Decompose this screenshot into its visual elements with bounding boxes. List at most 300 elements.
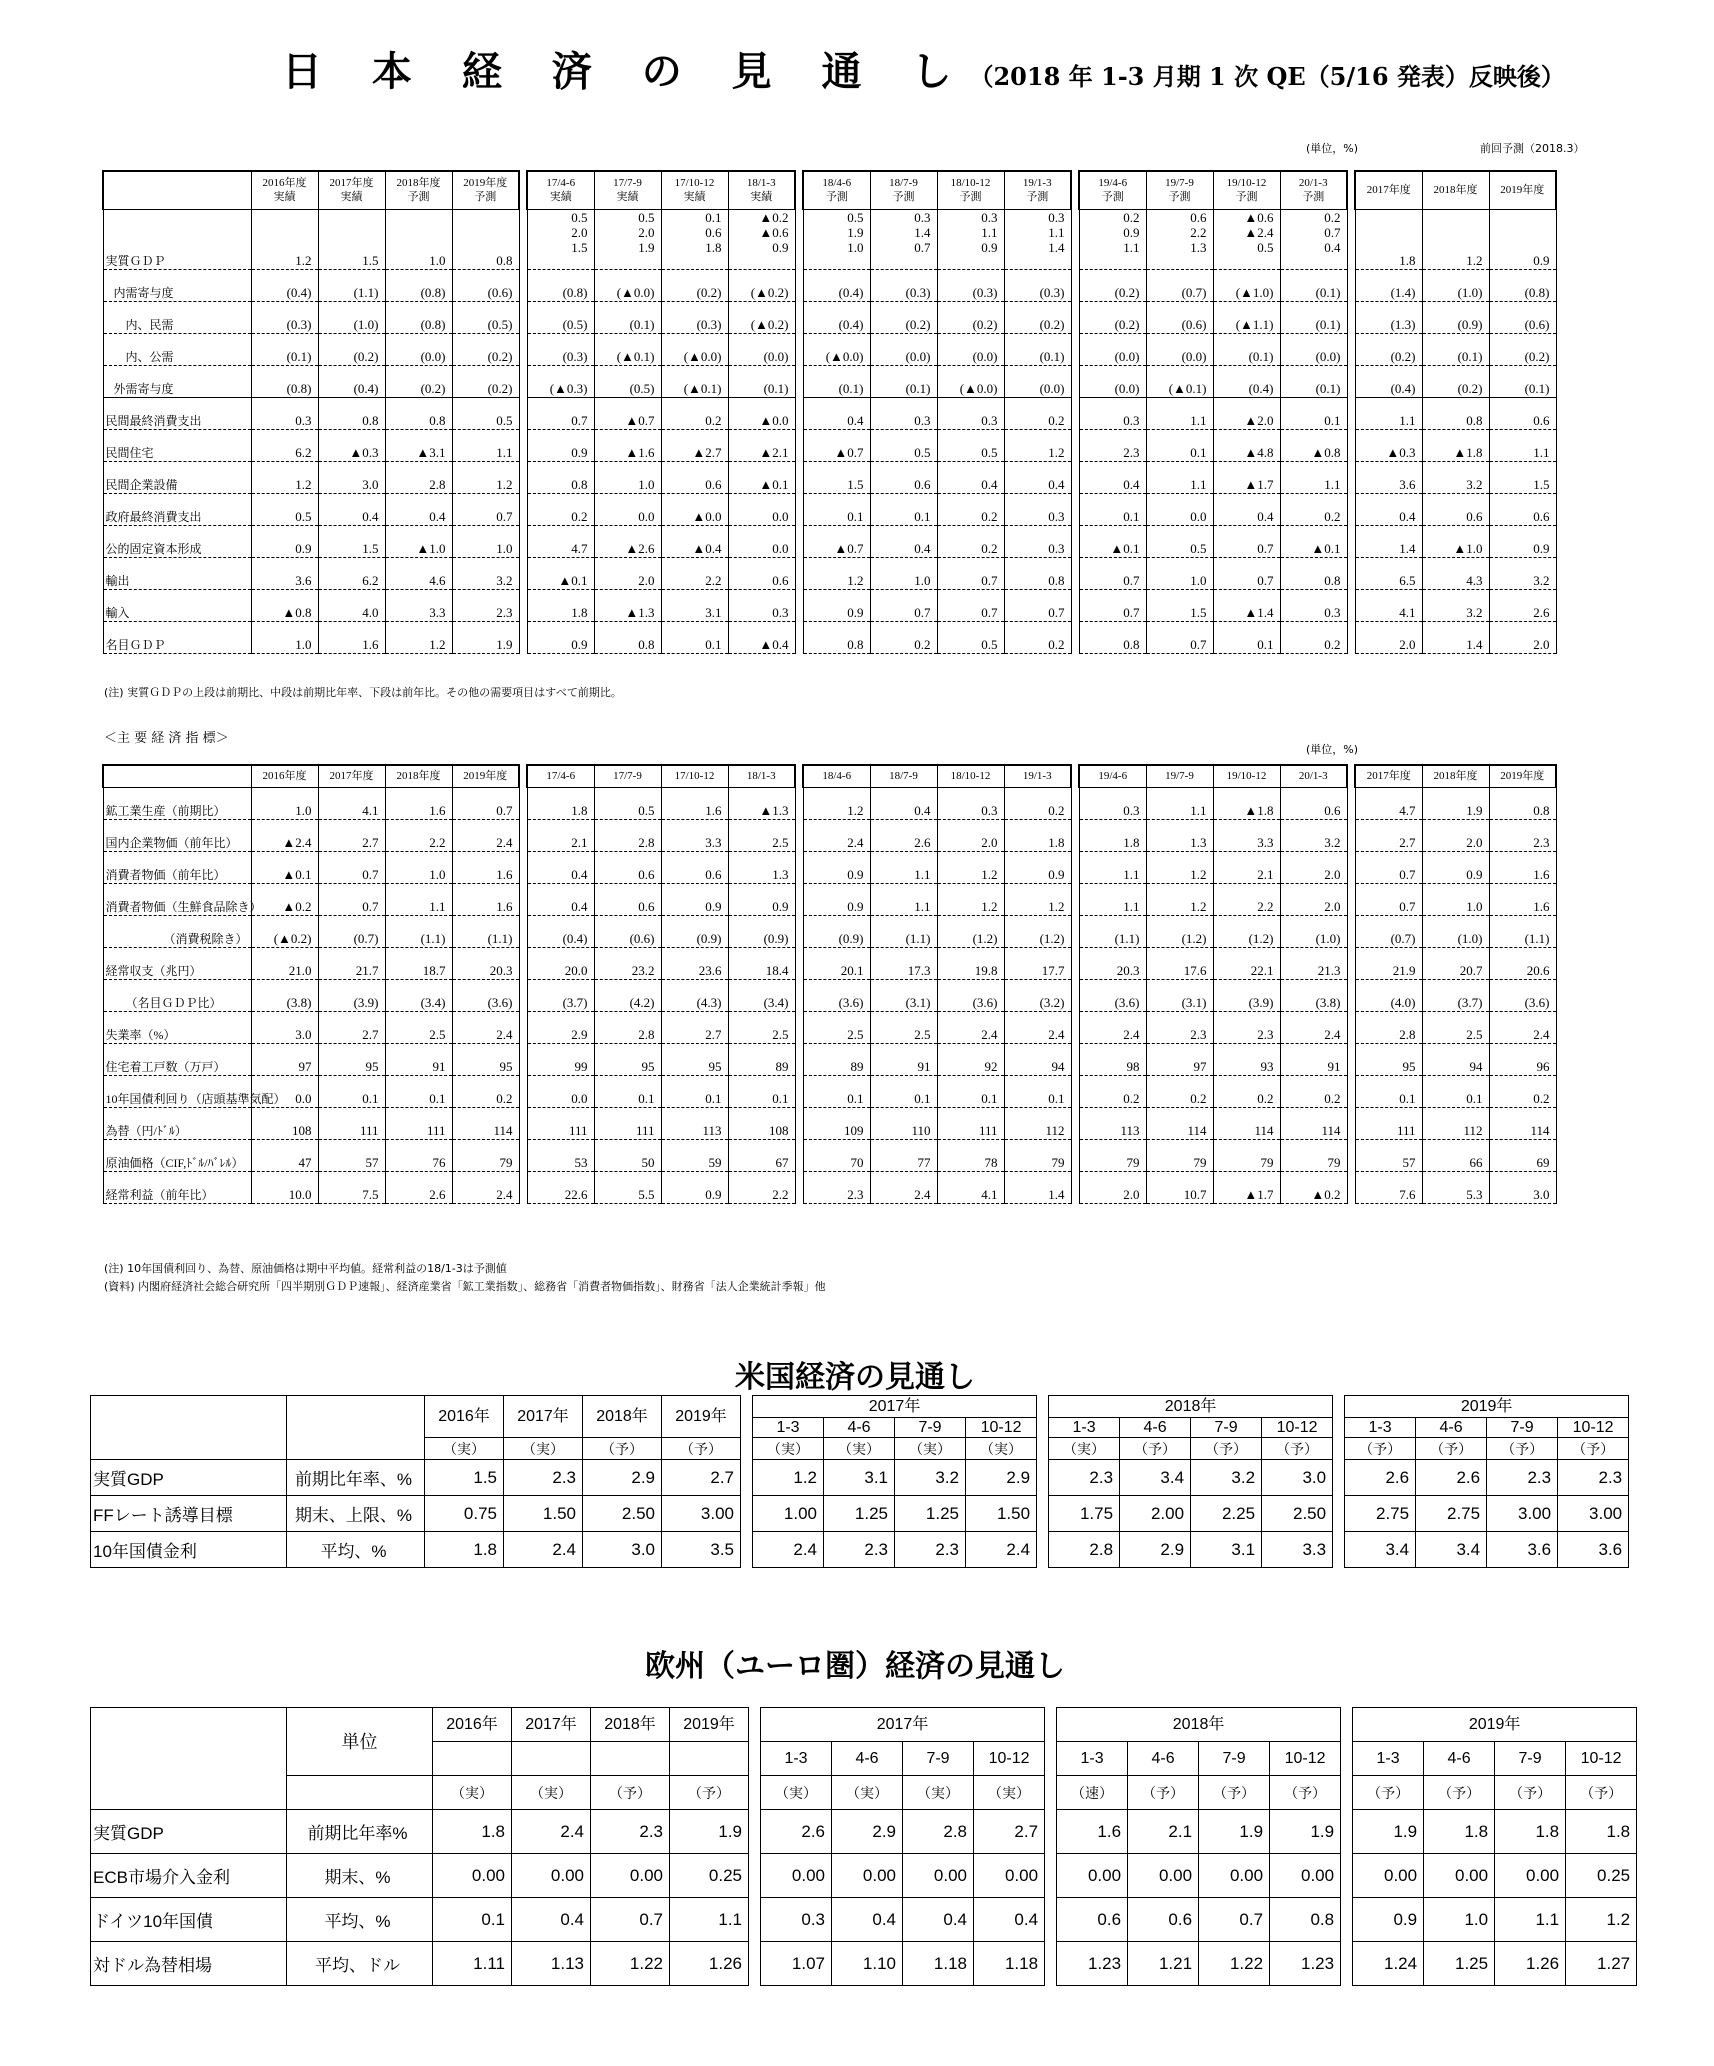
value-cell: 0.6 — [1489, 397, 1556, 429]
row-label: （名目ＧＤＰ比） — [103, 979, 251, 1011]
value-cell: 1.6 — [1489, 851, 1556, 883]
quarter-status: （実） — [895, 1438, 966, 1460]
value-cell: 1.0 — [594, 461, 661, 493]
period-header: 2019年度 — [452, 765, 519, 787]
value-line: 0.3 — [981, 209, 998, 225]
value-cell: 0.6 — [1128, 1898, 1199, 1942]
quarter-status: （予） — [1487, 1438, 1558, 1460]
period-header — [594, 171, 661, 209]
value-cell: (0.9) — [1422, 301, 1489, 333]
value-cell: 1.18 — [903, 1942, 974, 1986]
value-cell: 0.3 — [728, 589, 795, 621]
quarter-header: 7-9 — [895, 1418, 966, 1438]
period-header: 19/1-3 — [1004, 765, 1071, 787]
column-gap — [519, 209, 527, 269]
column-gap — [519, 1043, 527, 1075]
quarter-header: 1-3 — [1049, 1418, 1120, 1438]
value-cell: 17.6 — [1146, 947, 1213, 979]
value-cell: 0.1 — [1079, 493, 1146, 525]
column-gap — [519, 333, 527, 365]
value-cell: 1.8 — [1079, 819, 1146, 851]
column-gap — [795, 269, 803, 301]
column-gap — [1341, 1742, 1353, 1776]
column-gap — [1347, 851, 1355, 883]
column-gap — [519, 1171, 527, 1203]
value-cell: 3.5 — [662, 1532, 741, 1568]
column-gap — [1037, 1532, 1049, 1568]
value-cell: 0.4 — [1004, 461, 1071, 493]
value-cell: 0.2 — [1004, 621, 1071, 653]
period-header: 17/4-6 — [527, 765, 594, 787]
quarter-status: （予） — [1262, 1438, 1333, 1460]
table-row — [91, 1460, 1629, 1496]
value-cell: 1.4 — [1422, 621, 1489, 653]
value-cell: 0.4 — [903, 1898, 974, 1942]
value-cell: (▲1.1) — [1213, 301, 1280, 333]
value-cell: (▲0.2) — [728, 269, 795, 301]
value-cell: 1.8 — [425, 1532, 504, 1568]
column-gap — [1347, 429, 1355, 461]
value-cell: 79 — [1146, 1139, 1213, 1171]
value-cell: 1.5 — [803, 461, 870, 493]
value-cell: 1.25 — [895, 1496, 966, 1532]
value-line: 0.9 — [981, 239, 998, 255]
value-cell: 1.9 — [1270, 1810, 1341, 1854]
value-cell: 79 — [1004, 1139, 1071, 1171]
value-cell: 0.7 — [1004, 589, 1071, 621]
value-line: 1.8 — [705, 239, 722, 255]
value-cell: 3.2 — [1191, 1460, 1262, 1496]
value-cell: 98 — [1079, 1043, 1146, 1075]
value-cell: (0.5) — [594, 365, 661, 397]
value-cell: 7.5 — [318, 1171, 385, 1203]
value-cell: 0.7 — [527, 397, 594, 429]
value-cell: 0.2 — [1004, 787, 1071, 819]
value-cell: 2.4 — [452, 1171, 519, 1203]
period-label: 17/4-6 — [546, 177, 576, 190]
column-gap — [795, 333, 803, 365]
column-gap — [1037, 1460, 1049, 1496]
value-cell: (3.1) — [1146, 979, 1213, 1011]
value-cell: (0.4) — [803, 301, 870, 333]
us-title: 米国経済の見通し — [735, 1360, 975, 1395]
period-header — [385, 171, 452, 209]
value-cell: 1.2 — [803, 787, 870, 819]
value-cell: 0.8 — [1270, 1898, 1341, 1942]
column-gap — [1045, 1854, 1057, 1898]
column-gap — [1347, 493, 1355, 525]
value-cell: 1.6 — [1489, 883, 1556, 915]
column-gap — [519, 493, 527, 525]
value-cell: 0.6 — [1422, 493, 1489, 525]
column-gap — [795, 1075, 803, 1107]
period-label: 18/10-12 — [950, 177, 991, 190]
quarter-status: （予） — [1270, 1776, 1341, 1810]
column-gap — [519, 269, 527, 301]
value-cell: 0.2 — [1280, 493, 1347, 525]
value-cell: (▲0.0) — [803, 333, 870, 365]
value-cell: 2.4 — [504, 1532, 583, 1568]
value-cell: 1.8 — [1495, 1810, 1566, 1854]
period-status: 予測 — [892, 191, 915, 204]
value-cell: 0.00 — [1057, 1854, 1128, 1898]
value-cell: ▲1.4 — [1213, 589, 1280, 621]
column-gap — [1347, 209, 1355, 269]
value-cell: 79 — [1280, 1139, 1347, 1171]
value-cell: 0.2 — [1004, 397, 1071, 429]
value-cell: (3.6) — [452, 979, 519, 1011]
value-cell: 2.4 — [870, 1171, 937, 1203]
quarter-header: 10-12 — [974, 1742, 1045, 1776]
period-header: 2017年度 — [1355, 765, 1422, 787]
value-cell: 3.3 — [661, 819, 728, 851]
value-cell — [527, 209, 594, 269]
row-label: 政府最終消費支出 — [103, 493, 251, 525]
value-cell: 1.8 — [527, 589, 594, 621]
value-cell: 3.2 — [1489, 557, 1556, 589]
value-cell: 1.5 — [1146, 589, 1213, 621]
value-cell: 2.3 — [1049, 1460, 1120, 1496]
value-cell: 0.9 — [527, 429, 594, 461]
table-row — [103, 365, 1556, 397]
value-cell: 2.9 — [1120, 1532, 1191, 1568]
value-cell: (1.1) — [1489, 915, 1556, 947]
period-label: 17/10-12 — [674, 177, 715, 190]
unit-header: 単位 — [287, 1708, 433, 1776]
value-line: 1.1 — [1048, 224, 1065, 240]
column-gap — [519, 461, 527, 493]
value-cell: 0.7 — [870, 589, 937, 621]
table-row — [103, 397, 1556, 429]
value-cell: 3.1 — [661, 589, 728, 621]
value-cell: 1.1 — [1355, 397, 1422, 429]
period-status: 予測 — [1168, 191, 1191, 204]
value-cell: 4.1 — [937, 1171, 1004, 1203]
value-cell: 0.25 — [1566, 1854, 1637, 1898]
value-cell: 0.7 — [591, 1898, 670, 1942]
row-label: 公的固定資本形成 — [103, 525, 251, 557]
value-cell: 0.1 — [1355, 1075, 1422, 1107]
column-gap — [1341, 1898, 1353, 1942]
value-cell: 0.1 — [937, 1075, 1004, 1107]
quarter-header: 10-12 — [1566, 1742, 1637, 1776]
value-cell: 0.2 — [1489, 1075, 1556, 1107]
quarter-status: （予） — [1558, 1438, 1629, 1460]
value-cell: (0.4) — [318, 365, 385, 397]
value-cell: (0.1) — [1489, 365, 1556, 397]
value-cell: 0.3 — [1004, 493, 1071, 525]
value-cell: 0.8 — [527, 461, 594, 493]
period-header: 18/10-12 — [937, 765, 1004, 787]
value-cell: 2.2 — [1213, 883, 1280, 915]
value-cell: 2.7 — [662, 1460, 741, 1496]
value-cell: 109 — [803, 1107, 870, 1139]
value-cell: 0.4 — [974, 1898, 1045, 1942]
row-unit: 前期比年率% — [287, 1810, 433, 1854]
value-cell: 3.6 — [1558, 1532, 1629, 1568]
value-cell: 0.9 — [1422, 851, 1489, 883]
row-unit: 前期比年率、% — [287, 1460, 425, 1496]
column-gap — [1333, 1460, 1345, 1496]
annual-year-header: 2019年 — [670, 1708, 749, 1742]
value-cell: (0.0) — [870, 333, 937, 365]
value-cell: 6.5 — [1355, 557, 1422, 589]
value-cell: 1.24 — [1353, 1942, 1424, 1986]
period-label: 18/7-9 — [889, 177, 918, 190]
value-cell: (0.0) — [937, 333, 1004, 365]
value-cell: 1.25 — [824, 1496, 895, 1532]
value-cell: 1.8 — [1355, 209, 1422, 269]
column-gap — [1347, 1107, 1355, 1139]
value-cell: 1.0 — [251, 787, 318, 819]
value-cell: 95 — [1355, 1043, 1422, 1075]
value-cell: (1.1) — [870, 915, 937, 947]
value-cell: (4.0) — [1355, 979, 1422, 1011]
value-cell: 1.2 — [937, 851, 1004, 883]
value-cell: (0.3) — [251, 301, 318, 333]
period-label: 19/7-9 — [1165, 177, 1194, 190]
value-cell: 0.6 — [594, 883, 661, 915]
row-label: 外需寄与度 — [103, 365, 251, 397]
value-cell: 0.2 — [1146, 1075, 1213, 1107]
column-gap — [795, 1011, 803, 1043]
value-cell: 0.0 — [251, 1075, 318, 1107]
column-gap — [519, 787, 527, 819]
value-cell: ▲1.0 — [385, 525, 452, 557]
value-cell: 2.3 — [1146, 1011, 1213, 1043]
value-cell: (0.1) — [1280, 301, 1347, 333]
value-cell: 0.9 — [728, 883, 795, 915]
value-cell: (0.8) — [251, 365, 318, 397]
column-gap — [1347, 621, 1355, 653]
value-cell: 1.6 — [1057, 1810, 1128, 1854]
column-gap — [795, 1139, 803, 1171]
value-cell: 3.2 — [452, 557, 519, 589]
value-cell: 1.00 — [753, 1496, 824, 1532]
column-gap — [1347, 1043, 1355, 1075]
period-label: 2019年度 — [463, 177, 508, 190]
column-gap — [1071, 301, 1079, 333]
value-cell: 2.3 — [452, 589, 519, 621]
value-cell: ▲0.1 — [251, 851, 318, 883]
column-gap — [1347, 171, 1355, 209]
value-cell: 19.8 — [937, 947, 1004, 979]
value-cell: (3.8) — [251, 979, 318, 1011]
value-cell: 0.6 — [1489, 493, 1556, 525]
column-gap — [741, 1532, 753, 1568]
value-cell: 0.8 — [1280, 557, 1347, 589]
row-label: 実質GDP — [91, 1460, 287, 1496]
value-cell: 2.3 — [895, 1532, 966, 1568]
header-row — [103, 765, 1556, 787]
annual-year-header: 2016年 — [433, 1708, 512, 1742]
value-cell: 111 — [1355, 1107, 1422, 1139]
value-cell: 93 — [1213, 1043, 1280, 1075]
column-gap — [1071, 765, 1079, 787]
header-label-cell — [103, 765, 251, 787]
value-cell: (▲0.2) — [251, 915, 318, 947]
quarter-status: （予） — [1120, 1438, 1191, 1460]
value-cell: (4.2) — [594, 979, 661, 1011]
header-label-cell — [103, 171, 251, 209]
value-cell: 0.8 — [594, 621, 661, 653]
value-cell: 0.9 — [251, 525, 318, 557]
value-cell: (0.5) — [527, 301, 594, 333]
value-cell: 91 — [1280, 1043, 1347, 1075]
value-cell: 1.6 — [318, 621, 385, 653]
value-cell: 50 — [594, 1139, 661, 1171]
value-cell: 2.00 — [1120, 1496, 1191, 1532]
value-line: 1.9 — [638, 239, 655, 255]
value-cell: 95 — [452, 1043, 519, 1075]
value-cell: 0.00 — [903, 1854, 974, 1898]
value-line: 0.6 — [1190, 209, 1207, 225]
value-cell: 0.00 — [1199, 1854, 1270, 1898]
column-gap — [1037, 1396, 1049, 1418]
value-cell: 97 — [1146, 1043, 1213, 1075]
column-gap — [519, 365, 527, 397]
row-unit: 期末、上限、% — [287, 1496, 425, 1532]
value-cell: 20.7 — [1422, 947, 1489, 979]
value-cell: 1.1 — [1495, 1898, 1566, 1942]
column-gap — [749, 1854, 761, 1898]
value-cell: 3.0 — [1262, 1460, 1333, 1496]
value-cell: 0.4 — [318, 493, 385, 525]
quarter-header: 7-9 — [903, 1742, 974, 1776]
gdp-table-wrap — [102, 170, 1557, 654]
value-cell: 57 — [1355, 1139, 1422, 1171]
table-row — [103, 525, 1556, 557]
value-cell: (0.2) — [1079, 301, 1146, 333]
value-cell: 111 — [385, 1107, 452, 1139]
row-label: 鉱工業生産（前期比） — [103, 787, 251, 819]
column-gap — [749, 1942, 761, 1986]
column-gap — [749, 1776, 761, 1810]
value-cell: (1.1) — [452, 915, 519, 947]
column-gap — [1347, 915, 1355, 947]
value-cell: 2.2 — [661, 557, 728, 589]
quarter-header: 1-3 — [1345, 1418, 1416, 1438]
value-cell: 2.0 — [1280, 883, 1347, 915]
value-cell: 1.2 — [753, 1460, 824, 1496]
value-cell: 21.3 — [1280, 947, 1347, 979]
column-gap — [1071, 333, 1079, 365]
value-cell: (▲1.0) — [1213, 269, 1280, 301]
blank-cell — [433, 1742, 512, 1776]
value-cell: ▲2.1 — [728, 429, 795, 461]
value-cell — [1280, 209, 1347, 269]
value-cell: 3.4 — [1345, 1532, 1416, 1568]
table-row — [103, 1171, 1556, 1203]
table-row — [91, 1496, 1629, 1532]
quarter-status: （予） — [1424, 1776, 1495, 1810]
value-cell: 3.6 — [251, 557, 318, 589]
value-cell: 0.8 — [452, 209, 519, 269]
row-label: ECB市場介入金利 — [91, 1854, 287, 1898]
quarter-header: 7-9 — [1495, 1742, 1566, 1776]
value-cell: 0.5 — [870, 429, 937, 461]
row-label: ドイツ10年国債 — [91, 1898, 287, 1942]
value-cell: ▲1.3 — [728, 787, 795, 819]
value-cell: ▲0.1 — [1079, 525, 1146, 557]
previous-forecast-label: 前回予測（2018.3） — [1480, 142, 1585, 155]
value-cell: 114 — [1280, 1107, 1347, 1139]
period-header — [803, 171, 870, 209]
period-header — [728, 171, 795, 209]
period-header — [1213, 171, 1280, 209]
value-cell: 0.3 — [251, 397, 318, 429]
value-cell: 2.6 — [1345, 1460, 1416, 1496]
column-gap — [795, 589, 803, 621]
period-status: 実績 — [683, 191, 706, 204]
annual-status: （予） — [662, 1438, 741, 1460]
indicators-table — [102, 764, 1557, 1204]
column-gap — [1347, 883, 1355, 915]
value-cell: 67 — [728, 1139, 795, 1171]
value-cell: 1.1 — [870, 883, 937, 915]
value-cell: 0.8 — [318, 397, 385, 429]
value-cell: 2.50 — [583, 1496, 662, 1532]
value-cell: 0.6 — [1280, 787, 1347, 819]
period-status: 実績 — [549, 191, 572, 204]
row-label: 名目ＧＤＰ — [103, 621, 251, 653]
value-cell: 0.4 — [832, 1898, 903, 1942]
value-cell: 0.00 — [1270, 1854, 1341, 1898]
value-line: 1.1 — [1123, 239, 1140, 255]
header-label-cell — [91, 1708, 287, 1810]
column-gap — [1347, 333, 1355, 365]
value-cell: 2.8 — [594, 819, 661, 851]
value-cell: 3.0 — [251, 1011, 318, 1043]
column-gap — [795, 461, 803, 493]
value-cell: 0.00 — [1353, 1854, 1424, 1898]
value-cell: (0.1) — [251, 333, 318, 365]
value-cell: 0.2 — [1079, 1075, 1146, 1107]
value-cell: 2.3 — [1489, 819, 1556, 851]
value-cell: (▲0.1) — [594, 333, 661, 365]
value-cell: ▲2.7 — [661, 429, 728, 461]
value-cell: 0.6 — [870, 461, 937, 493]
period-header — [1004, 171, 1071, 209]
value-cell: 20.3 — [1079, 947, 1146, 979]
value-cell: 1.22 — [1199, 1942, 1270, 1986]
quarter-header: 10-12 — [1558, 1418, 1629, 1438]
value-cell: 57 — [318, 1139, 385, 1171]
period-status: 予測 — [1302, 191, 1325, 204]
column-gap — [1071, 1075, 1079, 1107]
value-cell: 2.8 — [385, 461, 452, 493]
value-cell: 0.4 — [937, 461, 1004, 493]
value-cell: 2.5 — [803, 1011, 870, 1043]
value-cell: 2.4 — [937, 1011, 1004, 1043]
value-cell: (0.2) — [1355, 333, 1422, 365]
value-cell: 0.3 — [1079, 787, 1146, 819]
table-row — [91, 1942, 1637, 1986]
annual-status: （予） — [583, 1438, 662, 1460]
row-label: 民間企業設備 — [103, 461, 251, 493]
table-row — [103, 493, 1556, 525]
value-cell: 0.4 — [527, 883, 594, 915]
column-gap — [1347, 365, 1355, 397]
column-gap — [1071, 1011, 1079, 1043]
value-cell: 22.6 — [527, 1171, 594, 1203]
column-gap — [795, 1171, 803, 1203]
quarter-status: （実） — [903, 1776, 974, 1810]
us-table-wrap — [90, 1395, 1629, 1568]
column-gap — [749, 1742, 761, 1776]
value-cell: 0.5 — [1146, 525, 1213, 557]
value-cell: (1.1) — [1079, 915, 1146, 947]
